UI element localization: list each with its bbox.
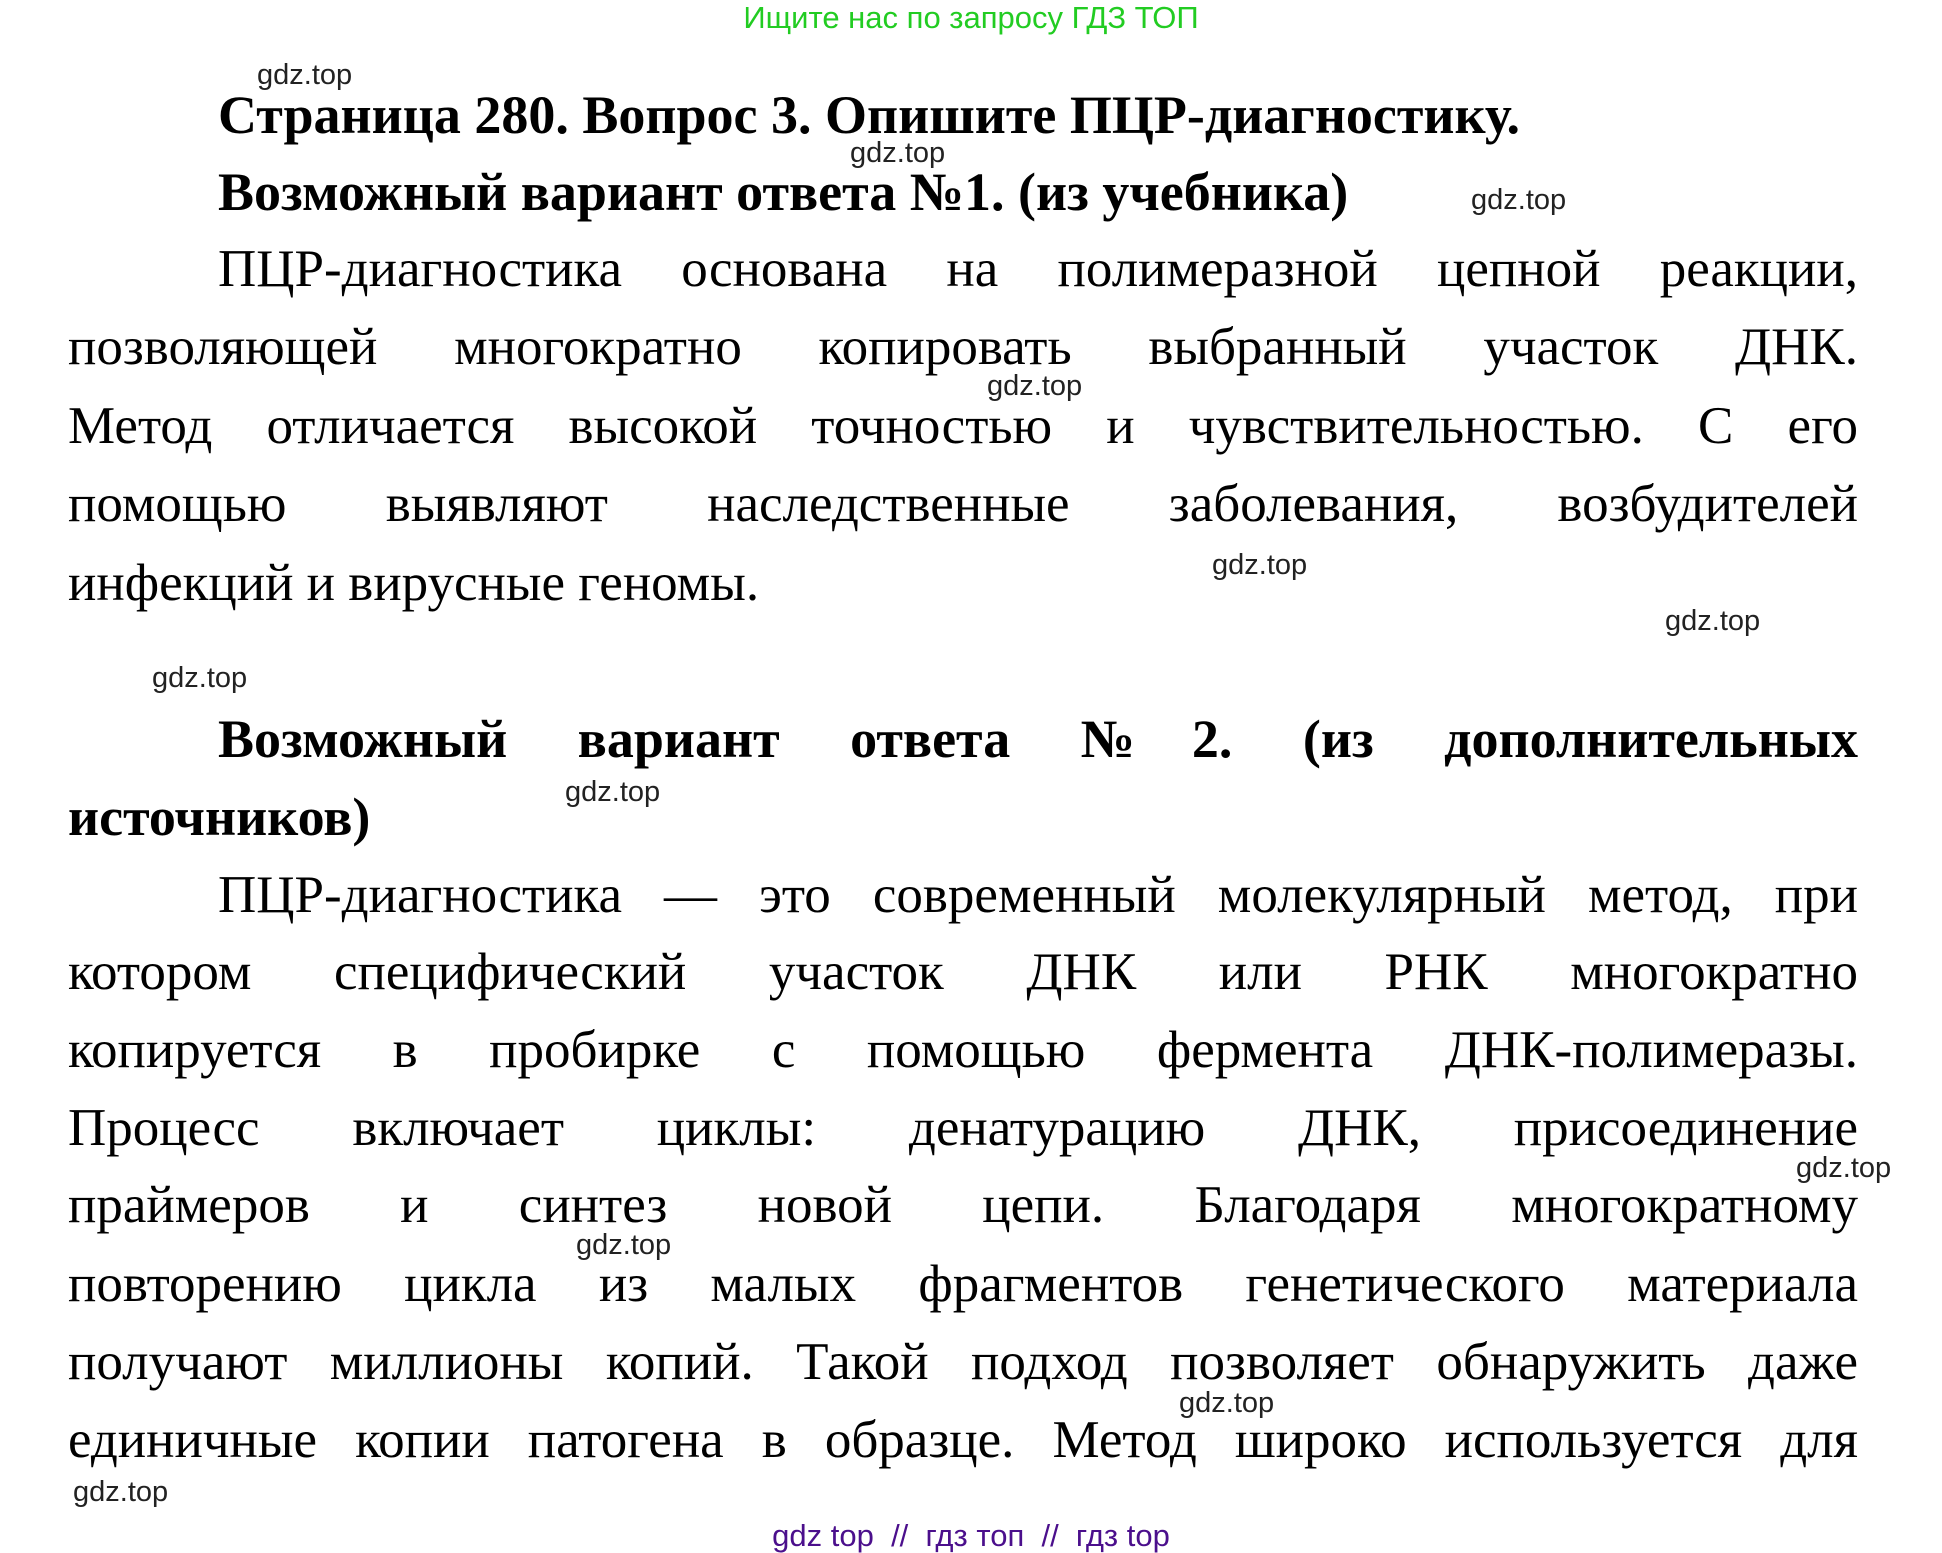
answer1-line: помощью выявляют наследственные заболевания, возбудителей <box>68 475 1858 533</box>
answer2-line: Процесс включает циклы: денатурацию ДНК, присоединение <box>68 1099 1858 1157</box>
answer2-line: копируется в пробирке с помощью фермента ДНК-полимеразы. <box>68 1021 1858 1079</box>
watermark: gdz.top <box>987 370 1083 402</box>
watermark: gdz.top <box>1665 605 1761 637</box>
answer2-line: повторению цикла из малых фрагментов генетического материала <box>68 1255 1858 1313</box>
answer2-line: праймеров и синтез новой цепи. Благодаря многократному <box>68 1176 1858 1234</box>
answer2-title: Возможный вариант ответа №2. (из дополнительных <box>218 709 1858 769</box>
search-banner: Ищите нас по запросу ГДЗ ТОП <box>743 0 1199 35</box>
answer2-line: ПЦР-диагностика — это современный молекулярный метод, при <box>218 866 1858 924</box>
answer1-line: позволяющей многократно копировать выбранный участок ДНК. <box>68 318 1858 376</box>
watermark: gdz.top <box>1179 1387 1275 1419</box>
watermark: gdz.top <box>152 662 248 694</box>
answer1-line: инфекций и вирусные геномы. <box>68 554 760 612</box>
watermark: gdz.top <box>576 1229 672 1261</box>
answer2-line: единичные копии патогена в образце. Метод широко используется для <box>68 1411 1858 1469</box>
watermark: gdz.top <box>257 59 353 91</box>
watermark: gdz.top <box>850 137 946 169</box>
watermark: gdz.top <box>1796 1152 1892 1184</box>
answer2-line: получают миллионы копий. Такой подход позволяет обнаружить даже <box>68 1333 1858 1391</box>
question-title: Страница 280. Вопрос 3. Опишите ПЦР-диагностику. <box>218 85 1520 145</box>
footer-links: gdz top // гдз топ // гдз top <box>772 1518 1170 1553</box>
answer2-title-cont: источников) <box>68 787 371 847</box>
watermark: gdz.top <box>73 1476 169 1508</box>
watermark: gdz.top <box>1471 184 1567 216</box>
watermark: gdz.top <box>1212 549 1308 581</box>
answer1-title: Возможный вариант ответа №1. (из учебника) <box>218 162 1349 222</box>
answer1-line: Метод отличается высокой точностью и чувствительностью. С его <box>68 397 1858 455</box>
answer1-line: ПЦР-диагностика основана на полимеразной цепной реакции, <box>218 240 1858 298</box>
watermark: gdz.top <box>565 776 661 808</box>
answer2-line: котором специфический участок ДНК или РНК многократно <box>68 943 1858 1001</box>
